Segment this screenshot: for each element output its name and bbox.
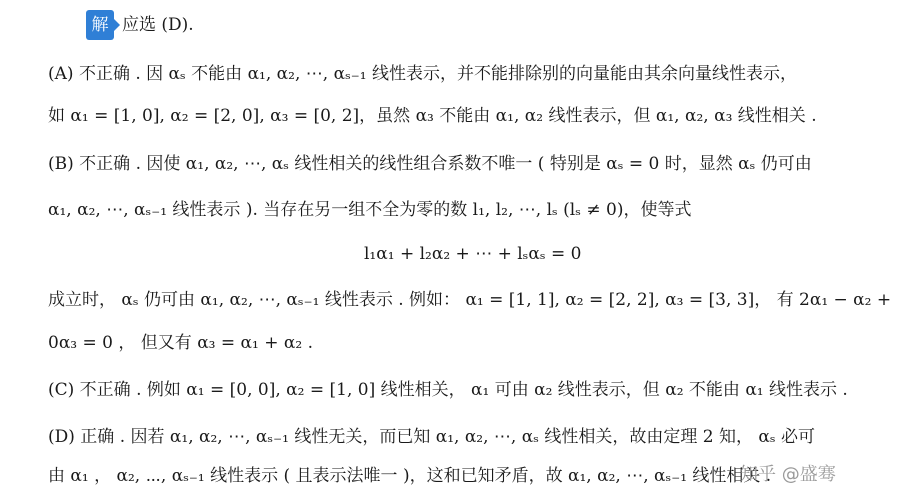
equation-line: l₁α₁ + l₂α₂ + ⋯ + lₛαₛ = 0 [364,244,582,264]
text-line-b1: (B) 不正确 . 因使 α₁, α₂, ⋯, αₛ 线性相关的线性组合系数不唯一 ( 特别是 αₛ = 0 时，显然 αₛ 仍可由 [48,154,812,174]
watermark: 知乎 @盛骞 [740,464,836,485]
text-line-c1: (C) 不正确 . 例如 α₁ = [0, 0], α₂ = [1, 0] 线性相关， α₁ 可由 α₂ 线性表示，但 α₂ 不能由 α₁ 线性表示 . [48,380,848,400]
text-line-b3: 成立时， αₛ 仍可由 α₁, α₂, ⋯, αₛ₋₁ 线性表示 . 例如： α₁ = [1, 1], α₂ = [2, 2], α₃ = [3, 3]， 有 2α₁ − α₂ + [48,290,892,310]
text-line-a2: 如 α₁ = [1, 0], α₂ = [2, 0], α₃ = [0, 2]，虽然 α₃ 不能由 α₁, α₂ 线性表示，但 α₁, α₂, α₃ 线性相关 . [48,106,817,126]
text-line-b4: 0α₃ = 0 ， 但又有 α₃ = α₁ + α₂ . [48,333,313,353]
text-line-d2: 由 α₁ ， α₂, ⋯, αₛ₋₁ 线性表示 ( 且表示法唯一 )，这和已知矛盾，故 α₁, α₂, ⋯, αₛ₋₁ 线性相关 . [48,466,772,486]
text-line-b2: α₁, α₂, ⋯, αₛ₋₁ 线性表示 ). 当存在另一组不全为零的数 l₁, l₂, ⋯, lₛ (lₛ ≠ 0)，使等式 [48,200,692,220]
text-line-a1: (A) 不正确 . 因 αₛ 不能由 α₁, α₂, ⋯, αₛ₋₁ 线性表示，并不能排除别的向量能由其余向量线性表示， [48,64,797,84]
text-line-d1: (D) 正确 . 因若 α₁, α₂, ⋯, αₛ₋₁ 线性无关，而已知 α₁, α₂, ⋯, αₛ 线性相关，故由定理 2 知， αₛ 必可 [48,427,815,447]
answer-heading: 应选 (D). [122,15,194,35]
solution-badge: 解 [86,10,114,40]
